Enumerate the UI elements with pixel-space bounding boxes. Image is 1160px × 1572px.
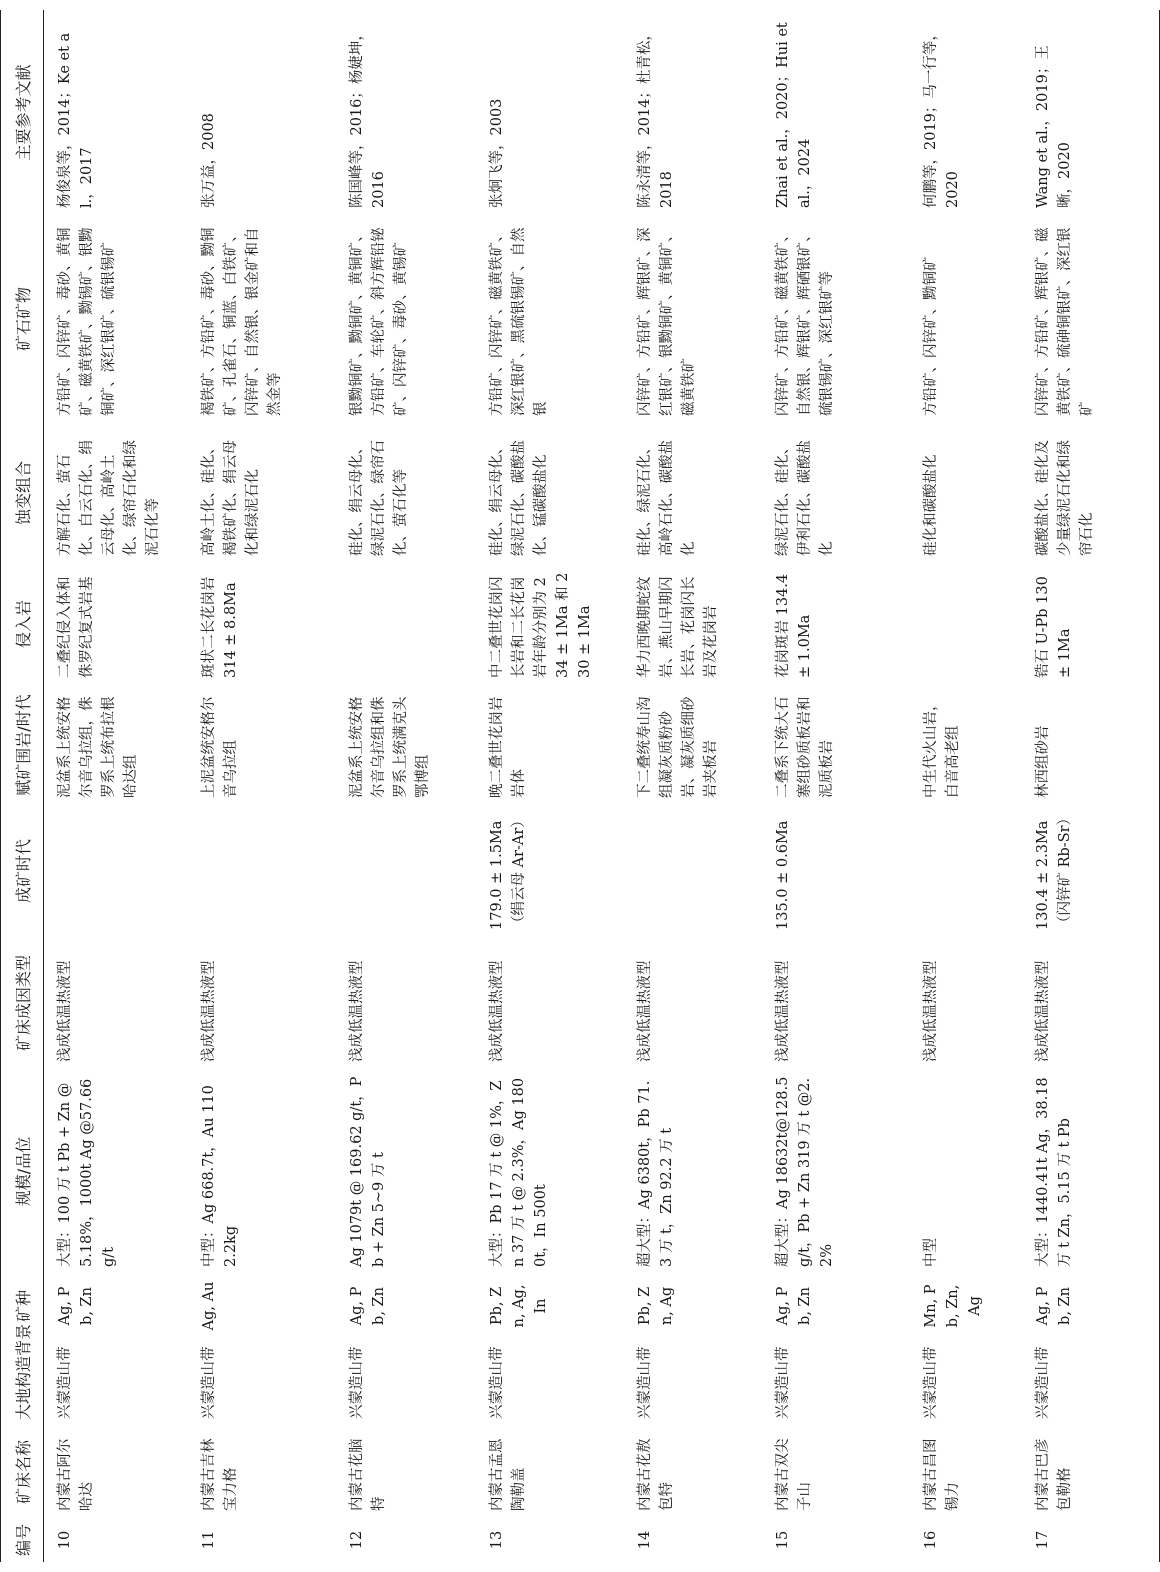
cell-id: 12 xyxy=(348,1530,365,1550)
cell-intrusion: 斑状二长花岗岩 314 ± 8.8Ma xyxy=(200,576,239,678)
cell-metal: Pb, Zn, Ag, In xyxy=(488,1284,549,1328)
header-intrusion: 侵入岩 xyxy=(1,563,44,685)
cell-host: 晚二叠世花岗岩岩体 xyxy=(488,696,527,798)
header-genesis: 矿床成因类型 xyxy=(1,937,44,1069)
table-row xyxy=(762,10,910,1562)
table-header-row xyxy=(1,10,44,1562)
cell-scale: Ag 1079t @ 169.62 g/t，Pb + Zn 5~9 万 t xyxy=(348,1076,387,1267)
cell-scale: 超大型：Ag 18632t@128.5g/t，Pb + Zn 319 万 t @2.2% xyxy=(774,1076,835,1267)
cell-alteration: 硅化、绢云母化、绿泥石化、碳酸盐化、锰碳酸盐化 xyxy=(488,440,549,556)
cell-deposit-name: 内蒙古花脑特 xyxy=(348,1438,387,1511)
cell-metal: Ag, Pb, Zn xyxy=(57,1286,95,1326)
cell-intrusion xyxy=(336,563,476,685)
cell-intrusion: 二叠纪侵入体和侏罗纪复式岩基 xyxy=(57,576,95,678)
header-refs: 主要参考文献 xyxy=(1,10,44,215)
header-host: 赋矿围岩/时代 xyxy=(1,685,44,805)
cell-genesis: 浅成低温热液型 xyxy=(1022,937,1160,1069)
cell-id: 11 xyxy=(200,1530,217,1550)
header-scale: 规模/品位 xyxy=(1,1069,44,1274)
cell-id: 15 xyxy=(774,1530,791,1550)
cell-alteration: 绿泥石化、硅化、伊利石化、碳酸盐化 xyxy=(774,440,835,556)
cell-minerals: 方铅矿、闪锌矿、毒砂、黄铜矿、磁黄铁矿、黝锡矿、银黝铜矿、深红银矿、硫银锡矿 xyxy=(57,227,117,416)
table-row xyxy=(910,10,1022,1562)
cell-tectonic: 兴蒙造山带 xyxy=(636,1346,653,1419)
cell-deposit-name: 内蒙古阿尔哈达 xyxy=(57,1438,95,1511)
cell-alteration: 高岭土化、硅化、褐铁矿化、绢云母化和绿泥石化 xyxy=(200,440,261,556)
cell-age: 135.0 ± 0.6Ma xyxy=(774,820,791,930)
cell-deposit-name: 内蒙古双尖子山 xyxy=(774,1438,813,1511)
header-id: 编号 xyxy=(1,1518,44,1562)
cell-scale: 大型：Pb 17 万 t @ 1%，Zn 37 万 t @ 2.3%，Ag 1800t，In 500t xyxy=(488,1077,549,1267)
header-minerals: 矿石矿物 xyxy=(1,215,44,423)
cell-scale: 大型：100 万 t Pb + Zn @ 5.18%，1000t Ag @57.66g/t xyxy=(57,1078,117,1267)
cell-id: 17 xyxy=(1022,1518,1160,1562)
table-row xyxy=(336,10,476,1562)
cell-intrusion: 中二叠世花岗闪长岩和二长花岗岩年龄分别为 234 ± 1Ma 和 230 ± 1Ma xyxy=(488,572,593,678)
cell-metal: Pb, Zn, Ag xyxy=(636,1286,675,1326)
cell-minerals: 方铅矿、闪锌矿、磁黄铁矿、深红银矿、黑硫银锡矿、自然银 xyxy=(488,227,549,416)
table-row xyxy=(44,10,188,1562)
cell-deposit-name: 内蒙古孟恩陶勒盖 xyxy=(488,1438,527,1511)
cell-host: 林西组砂岩 xyxy=(1022,685,1160,805)
cell-alteration: 方解石化、萤石化、白云石化、绢云母化、高岭土化、绿帘石化和绿泥石化等 xyxy=(57,440,161,556)
cell-id: 16 xyxy=(922,1530,939,1550)
cell-refs: 张万益，2008 xyxy=(200,113,217,208)
table-row xyxy=(1022,10,1160,1562)
cell-minerals: 银黝铜矿、黝铜矿、黄铜矿、方铅矿、车轮矿、斜方辉铅铋矿、闪锌矿、毒砂、黄锡矿 xyxy=(348,227,409,416)
cell-genesis: 浅成低温热液型 xyxy=(774,960,791,1062)
cell-tectonic: 兴蒙造山带 xyxy=(488,1346,505,1419)
cell-tectonic: 兴蒙造山带 xyxy=(774,1346,791,1419)
cell-alteration: 硅化、绢云母化、绿泥石化、绿帘石化、萤石化等 xyxy=(348,440,409,556)
cell-deposit-name: 内蒙古昌图锡力 xyxy=(922,1438,961,1511)
table-row xyxy=(188,10,336,1562)
cell-scale: 中型 xyxy=(922,1238,939,1267)
ore-deposit-table xyxy=(0,10,1160,1562)
cell-alteration: 硅化和碳酸盐化 xyxy=(922,454,939,556)
header-age: 成矿时代 xyxy=(1,805,44,937)
cell-metal: Ag, Au xyxy=(200,1281,217,1331)
cell-tectonic: 兴蒙造山带 xyxy=(1022,1338,1160,1426)
cell-age xyxy=(910,805,1022,937)
cell-intrusion: 锆石 U-Pb 130 ± 1Ma xyxy=(1022,563,1160,685)
cell-genesis: 浅成低温热液型 xyxy=(348,960,365,1062)
table-row xyxy=(624,10,762,1562)
cell-minerals: 褐铁矿、方铅矿、毒砂、黝铜矿、孔雀石、铜蓝、白铁矿、闪锌矿、自然银、银金矿和自然金等 xyxy=(200,227,283,416)
cell-tectonic: 兴蒙造山带 xyxy=(57,1346,73,1419)
cell-alteration: 硅化、绿泥石化、高岭石化、碳酸盐化 xyxy=(636,440,697,556)
cell-tectonic: 兴蒙造山带 xyxy=(348,1346,365,1419)
cell-host: 泥盆系上统安格尔音乌拉组，侏罗系上统布拉根哈达组 xyxy=(57,696,139,798)
header-metal: 矿种 xyxy=(1,1274,44,1338)
cell-scale: 中型：Ag 668.7t，Au 1102.2kg xyxy=(200,1085,239,1267)
cell-refs: 何鹏等，2019；马一行等，2020 xyxy=(922,26,961,208)
cell-age xyxy=(44,805,188,937)
cell-refs: Zhai et al.，2020；Hui et al.，2024 xyxy=(774,22,813,208)
cell-alteration: 碳酸盐化、硅化及少量绿泥石化和绿帘石化 xyxy=(1022,423,1160,563)
cell-metal: Ag, Pb, Zn xyxy=(774,1286,813,1326)
cell-host: 中生代火山岩，白音高老组 xyxy=(922,696,961,798)
header-name: 矿床名称 xyxy=(1,1426,44,1518)
cell-genesis: 浅成低温热液型 xyxy=(922,960,939,1062)
cell-id: 14 xyxy=(636,1530,653,1550)
cell-metal: Mn, Pb, Zn, Ag xyxy=(922,1284,983,1328)
cell-refs: 陈国峰等，2016；杨婕坤，2016 xyxy=(348,26,387,208)
cell-scale: 大型：1440.41t Ag，38.18 万 t Zn，5.15 万 t Pb xyxy=(1022,1069,1160,1274)
cell-deposit-name: 内蒙古花敖包特 xyxy=(636,1438,675,1511)
cell-intrusion xyxy=(910,563,1022,685)
cell-intrusion: 华力西晚期蛇纹岩、燕山早期闪长岩、花岗闪长岩及花岗岩 xyxy=(636,576,719,678)
cell-intrusion: 花岗斑岩 134.4 ± 1.0Ma xyxy=(774,573,813,678)
cell-minerals: 闪锌矿、方铅矿、辉银矿、磁黄铁矿、硫砷铜银矿、深红银矿 xyxy=(1022,215,1160,423)
cell-genesis: 浅成低温热液型 xyxy=(488,960,505,1062)
cell-age xyxy=(188,805,336,937)
cell-deposit-name: 内蒙古吉林宝力格 xyxy=(200,1438,239,1511)
cell-refs: 陈永清等，2014；杜青松，2018 xyxy=(636,26,675,208)
cell-scale: 超大型：Ag 6380t，Pb 71.3 万 t，Zn 92.2 万 t xyxy=(636,1080,675,1267)
cell-genesis: 浅成低温热液型 xyxy=(636,960,653,1062)
cell-age xyxy=(624,805,762,937)
cell-host: 下二叠统寿山沟组凝灰质粉砂岩、凝灰质细砂岩夹板岩 xyxy=(636,696,719,798)
cell-minerals: 闪锌矿、方铅矿、磁黄铁矿、自然银、辉银矿、辉硒银矿、硫银锡矿、深红银矿等 xyxy=(774,227,835,416)
cell-age: 130.4 ± 2.3Ma（闪锌矿 Rb-Sr） xyxy=(1022,805,1160,937)
cell-refs: Wang et al.，2019；王晰，2020 xyxy=(1022,10,1160,215)
cell-genesis: 浅成低温热液型 xyxy=(57,960,73,1062)
cell-host: 上泥盆统安格尔音乌拉组 xyxy=(200,696,239,798)
cell-age xyxy=(336,805,476,937)
cell-refs: 张炯飞等，2003 xyxy=(488,98,505,208)
cell-age: 179.0 ± 1.5Ma（绢云母 Ar-Ar） xyxy=(488,813,527,930)
cell-refs: 杨俊泉等，2014；Ke et al.，2017 xyxy=(57,32,95,208)
cell-id: 13 xyxy=(488,1530,505,1550)
cell-host: 泥盆系上统安格尔音乌拉组和侏罗系上统满克头鄂博组 xyxy=(348,696,431,798)
cell-id: 10 xyxy=(57,1530,73,1550)
cell-minerals: 闪锌矿、方铅矿、辉银矿、深红银矿、银黝铜矿、黄铜矿、磁黄铁矿 xyxy=(636,227,697,416)
header-tectonic: 大地构造背景 xyxy=(1,1338,44,1426)
cell-genesis: 浅成低温热液型 xyxy=(200,960,217,1062)
cell-metal: Ag, Pb, Zn xyxy=(348,1286,387,1326)
cell-host: 二叠系下统大石寨组砂质板岩和泥质板岩 xyxy=(774,696,835,798)
cell-deposit-name: 内蒙古巴彦包勒格 xyxy=(1022,1426,1160,1518)
cell-metal: Ag, Pb, Zn xyxy=(1022,1274,1160,1338)
cell-tectonic: 兴蒙造山带 xyxy=(922,1346,939,1419)
header-alteration: 蚀变组合 xyxy=(1,423,44,563)
cell-minerals: 方铅矿、闪锌矿、黝铜矿 xyxy=(922,256,939,416)
table-row xyxy=(476,10,624,1562)
cell-tectonic: 兴蒙造山带 xyxy=(200,1346,217,1419)
